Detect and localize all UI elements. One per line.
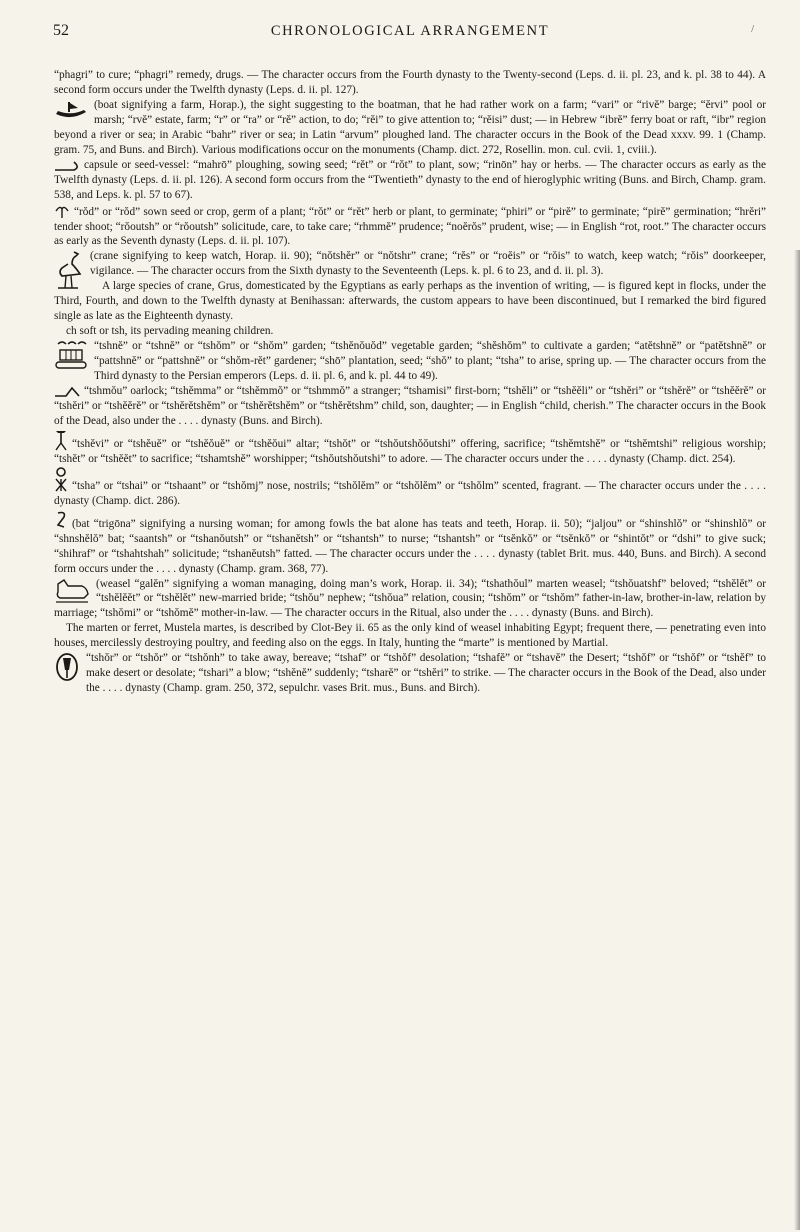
weasel-glyph-icon xyxy=(54,578,90,604)
entry-text: “tshnĕ” or “tshnĕ” or “tshŏm” or “shŏm” garden; “tshĕnŏuŏd” vegetable garden; “shĕshŏm” to cultivate a garden; “atĕtshnĕ” or “patĕtshnĕ” or “pattshnĕ” or “pattshnĕ” or “shŏm-rĕt” gardener; “shō” plantation, seed; “shŏ” to plant; “tsha” to arise, spring up. — The character occurs from the Third dynasty to the Persian emperors (Leps. d. ii. pl. 6, and k. pl. 44 to 49). xyxy=(94,340,766,383)
nose-glyph-icon xyxy=(54,467,68,493)
entry-boat xyxy=(54,98,766,158)
oarlock-glyph-icon xyxy=(54,384,80,398)
entry-phagri xyxy=(54,68,766,98)
seed-vessel-glyph-icon xyxy=(54,158,80,172)
garden-glyph-icon xyxy=(54,340,88,370)
entry-tshmou xyxy=(54,384,766,429)
entry-text: “tsha” or “tshai” or “tshaant” or “tshŏmj” nose, nostrils; “tshŏlĕm” or “tshŏlĕm” or “tshŏlm” scented, fragrant. — The character occurs under the . . . . dynasty (Champ. dict. 286). xyxy=(54,479,766,507)
entry-desert xyxy=(54,651,766,696)
book-page xyxy=(54,22,766,696)
entry-capsule xyxy=(54,158,766,203)
page-header xyxy=(54,22,766,62)
page-spine-shadow xyxy=(794,250,800,1230)
bat-glyph-icon xyxy=(54,509,68,531)
running-title: CHRONOLOGICAL ARRANGEMENT xyxy=(270,23,550,39)
entry-text: “tshmŏu” oarlock; “tshĕmma” or “tshĕmmŏ” or “tshmmŏ” a stranger; “tshamisi” first-born; “tshĕli” or “tshĕĕli” or “tshĕri” or “tshĕrĕ” or “tshĕĕrĕ” or “tshĕri” or “tshĕĕrĕ” or “tshĕrĕtshĕm” or “tshĕrĕtshĕm” or “tshĕrĕtshm” child, son, daughter; — in English “child, cherish.” The character occurs in the Book of the Dead, also under the . . . . dynasty (Buns. and Birch). xyxy=(54,385,766,427)
entry-text: capsule or seed-vessel: “mahrō” ploughing, sowing seed; “rĕt” or “rŏt” to plant, sow; “rinōn” hay or herbs. — The character occurs as early as the Twelfth dynasty (Leps. d. ii. pl. 126). A second form occurs from the “Twentieth” dynasty to the end of hieroglyphic writing (Buns. and Birch, Champ. gram. 538, and Leps. k. pl. 57 to 67). xyxy=(54,158,766,201)
page-number: 52 xyxy=(53,22,69,39)
entry-text: The marten or ferret, Mustela martes, is described by Clot-Bey ii. 65 as the only kind of weasel inhabiting Egypt; frequent there, — penetrating even into houses, mercilessly destroying poultry, and feeding also on the eggs. In Italy, hunting the “marte” is mentioned by Martial. xyxy=(54,622,766,650)
entry-text: “rŏd” or “rŏd” sown seed or crop, germ of a plant; “rŏt” or “rĕt” herb or plant, to germinate; “phiri” or “pirĕ” to germinate; “pirĕ” germination; “hrĕri” tender shoot; “rŏoutsh” or “rŏoutsh” solicitude, care, to take care; “rhmmĕ” prudence; “noĕrŏs” prudent, wise; — in English “rot, root.” The character occurs as early as the Seventh dynasty (Leps. d. ii. pl. 107). xyxy=(54,205,766,248)
sprout-glyph-icon xyxy=(54,203,70,219)
desert-glyph-icon xyxy=(54,652,80,682)
entry-altar xyxy=(54,429,766,467)
entry-text: A large species of crane, Grus, domesticated by the Egyptians as early perhaps as the invention of writing, — is figured kept in flocks, under the Third, Fourth, and down to the Twelfth dynasty at Benihassan: afterwards, the custom appears to have been discontinued, but I remarked the bird figured single as late as the Eighteenth dynasty. xyxy=(54,280,766,323)
marten-note xyxy=(54,621,766,651)
body-text xyxy=(54,68,766,696)
entry-text: (crane signifying to keep watch, Horap. ii. 90); “nŏtshĕr” or “nŏtshr” crane; “rĕs” or “roĕis” or “rŏis” to watch, keep watch; “rŏis” doorkeeper, vigilance. — The character occurs from the Sixth dynasty to the Seventeenth (Leps. k. pl. 6 to 23, and d. ii. pl. 3). xyxy=(90,250,766,278)
entry-weasel xyxy=(54,577,766,622)
entry-text: “phagri” to cure; “phagri” remedy, drugs. — The character occurs from the Fourth dynasty to the Twenty-second (Leps. d. ii. pl. 23, and k. pl. 38 to 44). A second form occurs under the Twelfth dynasty (Leps. d. ii. pl. 127). xyxy=(54,69,766,96)
altar-glyph-icon xyxy=(54,429,68,451)
entry-rod xyxy=(54,203,766,250)
entry-bat xyxy=(54,509,766,577)
entry-text: ch soft or tsh, its pervading meaning children. xyxy=(66,325,274,338)
entry-crane xyxy=(54,249,766,279)
crane-note xyxy=(54,279,766,324)
entry-text: (weasel “galĕn” signifying a woman managing, doing man’s work, Horap. ii. 34); “tshathŏul” marten weasel; “tshŏuatshf” beloved; “tshĕlĕt” or “tshĕlĕĕt” or “tshĕlĕt” new-married bride; “tshŏu” nephew; “tshŏua” relation, cousin; “tshŏm” or “tshŏm” father-in-law, brother-in-law, relation by marriage; “tshŏmi” or “tshŏmĕ” mother-in-law. — The character occurs in the Ritual, also under the . . . . dynasty (Buns. and Birch). xyxy=(54,577,766,620)
entry-text: (bat “trigōna” signifying a nursing woman; for among fowls the bat alone has teats and teeth, Horap. ii. 50); “jaljou” or “shinshlŏ” or “shinshlŏ” or “shnshĕlŏ” bat; “saantsh” or “tshanŏutsh” or “tshanĕtsh” or “tshantsh” to nurse; “tshantsh” or “tsĕnkŏ” or “tsĕnkŏ” or “shintŏt” or “dshi” to give suck; “shihraf” or “tshahtshah” solicitude; “tshanĕutsh” fatted. — The character occurs under the . . . . dynasty (tablet Brit. mus. 440, Buns. and Birch). A second form occurs under the . . . . dynasty (Champ. gram. 368, 77). xyxy=(54,517,766,575)
corner-mark: / xyxy=(751,24,754,35)
entry-text: “tshĕvi” or “tshĕuĕ” or “tshĕŏuĕ” or “tshĕŏui” altar; “tshŏt” or “tshŏutshŏŏutshi” offering, sacrifice; “tshĕmtshĕ” or “tshĕmtshi” religious worship; “tshĕt” or “tshĕĕt” to sacrifice; “tshamtshĕ” worshipper; “tshŏutshŏutshi” to adore. — The character occurs under the . . . . dynasty (Champ. dict. 254). xyxy=(54,437,766,465)
boat-glyph-icon xyxy=(54,99,88,121)
section-heading-tsh xyxy=(54,324,766,339)
crane-glyph-icon xyxy=(54,250,84,290)
entry-garden xyxy=(54,339,766,384)
entry-text: “tshŏr” or “tshŏr” or “tshŏnh” to take away, bereave; “tshaf” or “tshŏf” desolation; “tshafĕ” or “tshavĕ” the Desert; “tshŏf” or “tshŏf” or “tshĕf” to make desert or desolate; “tshari” a blow; “tshĕnĕ” suddenly; “tsharĕ” or “tshĕri” to strike. — The character occurs in the Book of the Dead, also under the . . . . dynasty (Champ. gram. 250, 372, sepulchr. vases Brit. mus., Buns. and Birch). xyxy=(86,652,766,695)
entry-nose xyxy=(54,467,766,509)
entry-text: (boat signifying a farm, Horap.), the sight suggesting to the boatman, that he had rather work on a farm; “vari” or “rivĕ” barge; “ĕrvi” pool or marsh; “rvĕ” estate, farm; “r” or “ra” or “rĕ” action, to do; “rĕi” to give attention to; “rĕisi” dust; — in Hebrew “ibrĕ” ferry boat or raft, “ibr” region beyond a river or sea; in Arabic “bahr” river or sea; in Latin “arvum” ploughed land. The character occurs in the Book of the Dead xxxv. 99. 1 (Champ. gram. 75, and Buns. and Birch). Various modifications occur on the monuments (Champ. dict. 272, Rosellin. mon. cul. cvii. 1, cviii.). xyxy=(54,98,766,156)
